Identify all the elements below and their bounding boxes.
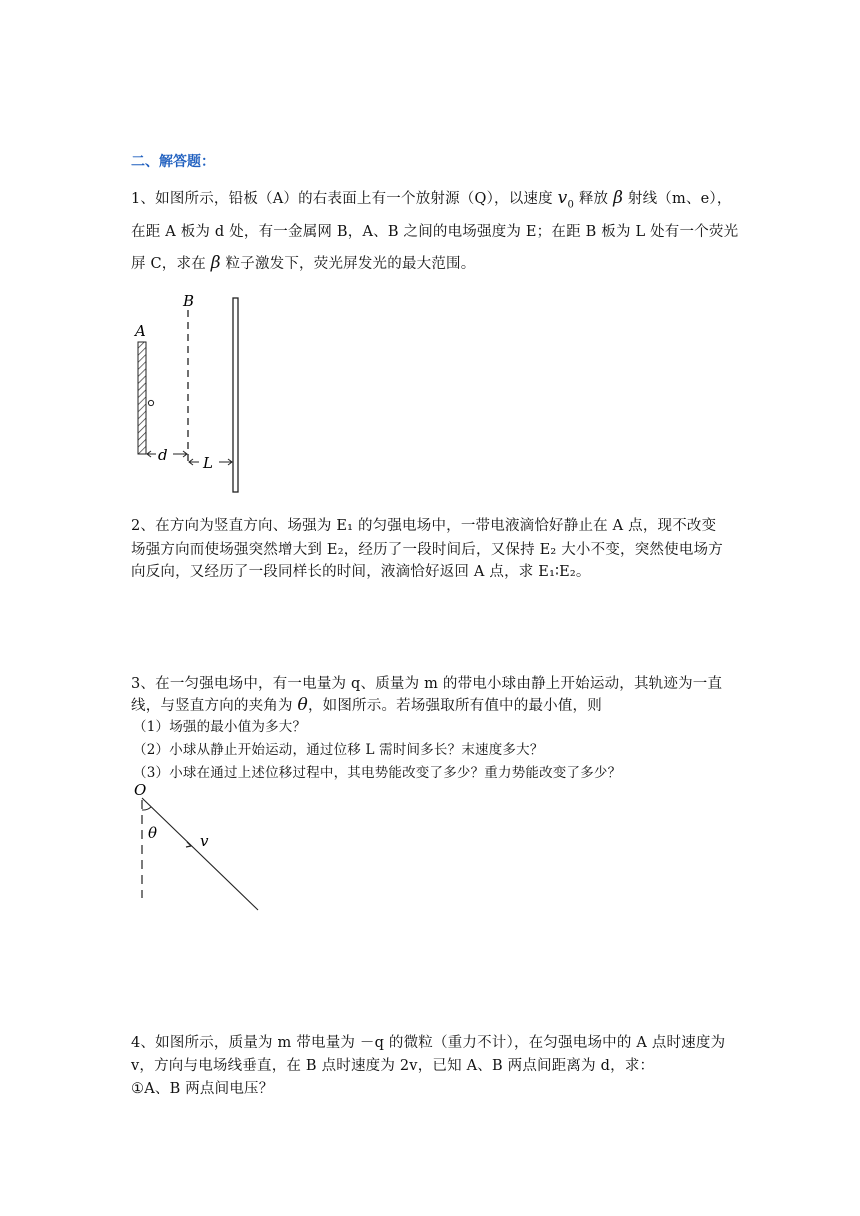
label-v: v	[200, 832, 209, 850]
q1-text-a: 1、如图所示，铅板（A）的右表面上有一个放射源（Q），以速度	[131, 191, 558, 207]
q3-sub-2: （2）小球从静止开始运动，通过位移 L 需时间多长？末速度多大？	[133, 742, 544, 758]
label-theta: θ	[148, 824, 158, 842]
label-d: d	[158, 446, 168, 464]
fluorescent-screen-c	[233, 298, 238, 492]
q4-line-1: 4、如图所示，质量为 m 带电量为 －q 的微粒（重力不计），在匀强电场中的 A 点时速度为	[131, 1035, 726, 1051]
q4-line-2: v，方向与电场线垂直，在 B 点时速度为 2v，已知 A、B 两点间距离为 d，求：	[131, 1058, 655, 1074]
q3-line-1: 3、在一匀强电场中，有一电量为 q、质量为 m 的带电小球由静上开始运动，其轨迹为一直	[131, 676, 723, 692]
q3-text-2b: ，如图所示。若场强取所有值中的最小值，则	[307, 698, 602, 714]
q1-figure	[125, 290, 255, 498]
q1-text-3b: 粒子激发下，荧光屏发光的最大范围。	[220, 256, 476, 272]
q2-line-1: 2、在方向为竖直方向、场强为 E₁ 的匀强电场中，一带电液滴恰好静止在 A 点，现不改变	[131, 518, 717, 534]
label-b: B	[183, 292, 195, 310]
q1-line-1	[131, 187, 732, 210]
label-a: A	[135, 322, 146, 340]
q1-line-2: 在距 A 板为 d 处，有一金属网 B，A、B 之间的电场强度为 E；在距 B 板为 L 处有一个荧光	[131, 224, 739, 240]
beta-symbol: β	[210, 253, 221, 273]
v0-letter: v	[557, 188, 568, 208]
q1-text-c: 射线（m、e），	[623, 191, 732, 207]
label-l: L	[203, 454, 213, 472]
q2-line-3: 向反向，又经历了一段同样长的时间，液滴恰好返回 A 点，求 E₁∶E₂。	[131, 564, 591, 580]
q4-sub-1: ①A、B 两点间电压？	[131, 1081, 274, 1097]
v0-symbol	[557, 188, 575, 211]
trajectory-line	[142, 798, 258, 910]
q3-sub-3: （3）小球在通过上述位移过程中，其电势能改变了多少？重力势能改变了多少？	[133, 765, 622, 781]
q1-line-3	[131, 252, 475, 273]
radioactive-source	[148, 400, 153, 405]
velocity-arrow-icon	[186, 842, 191, 847]
lead-plate-a	[138, 342, 146, 454]
section-title: 二、解答题：	[131, 154, 215, 170]
q3-line-2	[131, 694, 602, 715]
q3-sub-1: （1）场强的最小值为多大？	[133, 719, 307, 735]
beta-symbol: β	[613, 188, 624, 208]
label-o: O	[134, 781, 147, 799]
q1-text-b: 释放	[574, 191, 614, 207]
q3-figure	[128, 780, 268, 916]
q1-text-3a: 屏 C，求在	[131, 256, 211, 272]
v0-subscript: 0	[567, 199, 575, 211]
q3-text-2a: 线，与竖直方向的夹角为	[131, 698, 298, 714]
angle-arc	[142, 807, 151, 810]
q2-line-2: 场强方向而使场强突然增大到 E₂，经历了一段时间后，又保持 E₂ 大小不变，突然使电场方	[131, 542, 723, 558]
theta-symbol: θ	[297, 695, 308, 715]
